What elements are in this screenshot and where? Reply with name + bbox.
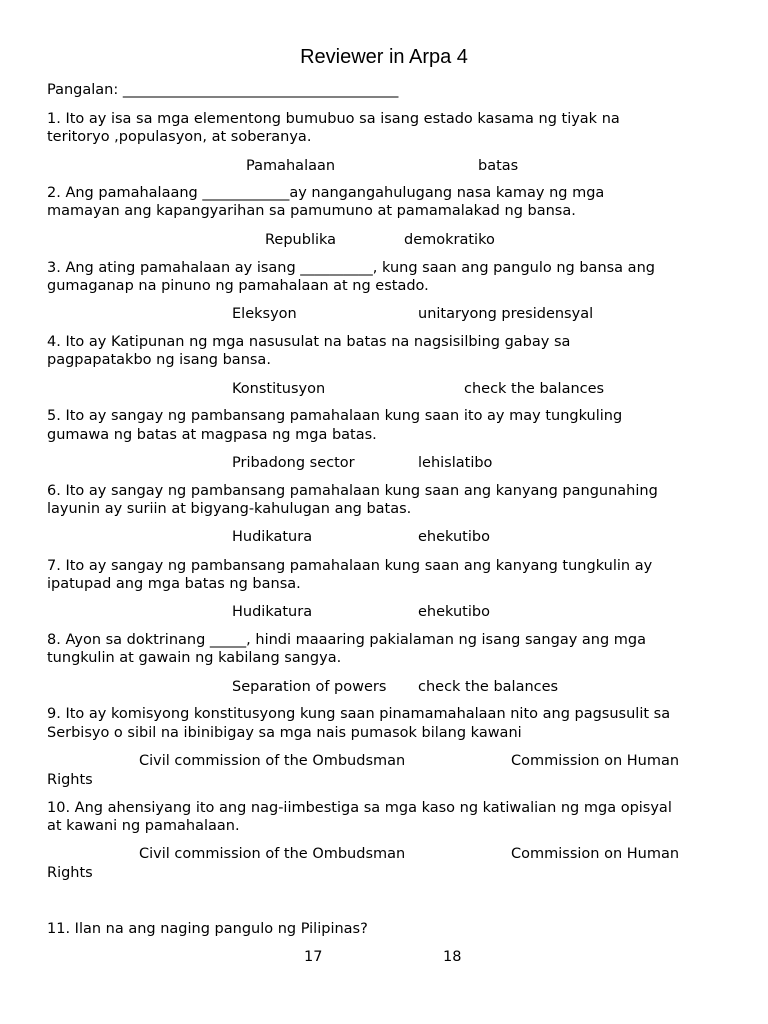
question-3-option-b: unitaryong presidensyal: [418, 306, 594, 322]
question-11-option-a: 17: [304, 949, 323, 965]
question-9-line-2: Serbisyo o sibil na ibinibigay sa mga nais pumasok bilang kawani: [47, 725, 522, 741]
question-3-line-2: gumaganap na pinuno ng pamahalaan at ng estado.: [47, 278, 429, 294]
question-7-option-b: ehekutibo: [418, 604, 490, 620]
page-title: Reviewer in Arpa 4: [300, 46, 468, 68]
question-4-line-2: pagpapatakbo ng isang bansa.: [47, 352, 271, 368]
question-8-option-a: Separation of powers: [232, 679, 387, 695]
question-9-line-1: 9. Ito ay komisyong konstitusyong kung saan pinamamahalaan nito ang pagsusulit sa: [47, 706, 671, 722]
question-8-line-1: 8. Ayon sa doktrinang _____, hindi maaaring pakialaman ng isang sangay ang mga: [47, 632, 647, 648]
question-3-option-a: Eleksyon: [232, 306, 297, 322]
question-5-option-b: lehislatibo: [418, 455, 493, 471]
question-7-option-a: Hudikatura: [232, 604, 313, 620]
question-9-option-a: Civil commission of the Ombudsman: [139, 753, 406, 769]
question-11-option-b: 18: [443, 949, 462, 965]
question-10-option-b: Commission on Human: [511, 846, 680, 862]
question-2-line-2: mamayan ang kapangyarihan sa pamumuno at pamamalakad ng bansa.: [47, 203, 576, 219]
question-6-line-1: 6. Ito ay sangay ng pambansang pamahalaan kung saan ang kanyang pangunahing: [47, 483, 658, 499]
question-8-line-2: tungkulin at gawain ng kabilang sangya.: [47, 650, 342, 666]
question-1-option-a: Pamahalaan: [246, 158, 336, 174]
question-7-line-1: 7. Ito ay sangay ng pambansang pamahalaan kung saan ang kanyang tungkulin ay: [47, 558, 653, 574]
question-10-line-2: at kawani ng pamahalaan.: [47, 818, 240, 834]
question-9-option-b: Commission on Human: [511, 753, 680, 769]
question-2-option-a: Republika: [265, 232, 337, 248]
question-3-line-1: 3. Ang ating pamahalaan ay isang __________, kung saan ang pangulo ng bansa ang: [47, 260, 655, 276]
question-10-option-b-continued: Rights: [47, 865, 93, 881]
question-5-option-a: Pribadong sector: [232, 455, 355, 471]
question-1-option-b: batas: [478, 158, 519, 174]
question-10-line-1: 10. Ang ahensiyang ito ang nag-iimbestiga sa mga kaso ng katiwalian ng mga opisyal: [47, 800, 672, 816]
question-5-line-2: gumawa ng batas at magpasa ng mga batas.: [47, 427, 377, 443]
question-1-line-2: teritoryo ,populasyon, at soberanya.: [47, 129, 312, 145]
question-8-option-b: check the balances: [418, 679, 559, 695]
question-2-option-b: demokratiko: [404, 232, 495, 248]
question-11-line-1: 11. Ilan na ang naging pangulo ng Pilipinas?: [47, 921, 368, 937]
question-6-option-a: Hudikatura: [232, 529, 313, 545]
question-1-line-1: 1. Ito ay isa sa mga elementong bumubuo sa isang estado kasama ng tiyak na: [47, 111, 620, 127]
name-field-line: Pangalan: ______________________________________: [47, 82, 399, 98]
question-9-option-b-continued: Rights: [47, 772, 93, 788]
question-2-line-1: 2. Ang pamahalaang ____________ay nangangahulugang nasa kamay ng mga: [47, 185, 605, 201]
question-10-option-a: Civil commission of the Ombudsman: [139, 846, 406, 862]
question-4-option-b: check the balances: [464, 381, 605, 397]
question-4-line-1: 4. Ito ay Katipunan ng mga nasusulat na batas na nagsisilbing gabay sa: [47, 334, 571, 350]
question-5-line-1: 5. Ito ay sangay ng pambansang pamahalaan kung saan ito ay may tungkuling: [47, 408, 623, 424]
question-6-option-b: ehekutibo: [418, 529, 490, 545]
question-7-line-2: ipatupad ang mga batas ng bansa.: [47, 576, 301, 592]
question-4-option-a: Konstitusyon: [232, 381, 326, 397]
question-6-line-2: layunin ay suriin at bigyang-kahulugan ang batas.: [47, 501, 412, 517]
